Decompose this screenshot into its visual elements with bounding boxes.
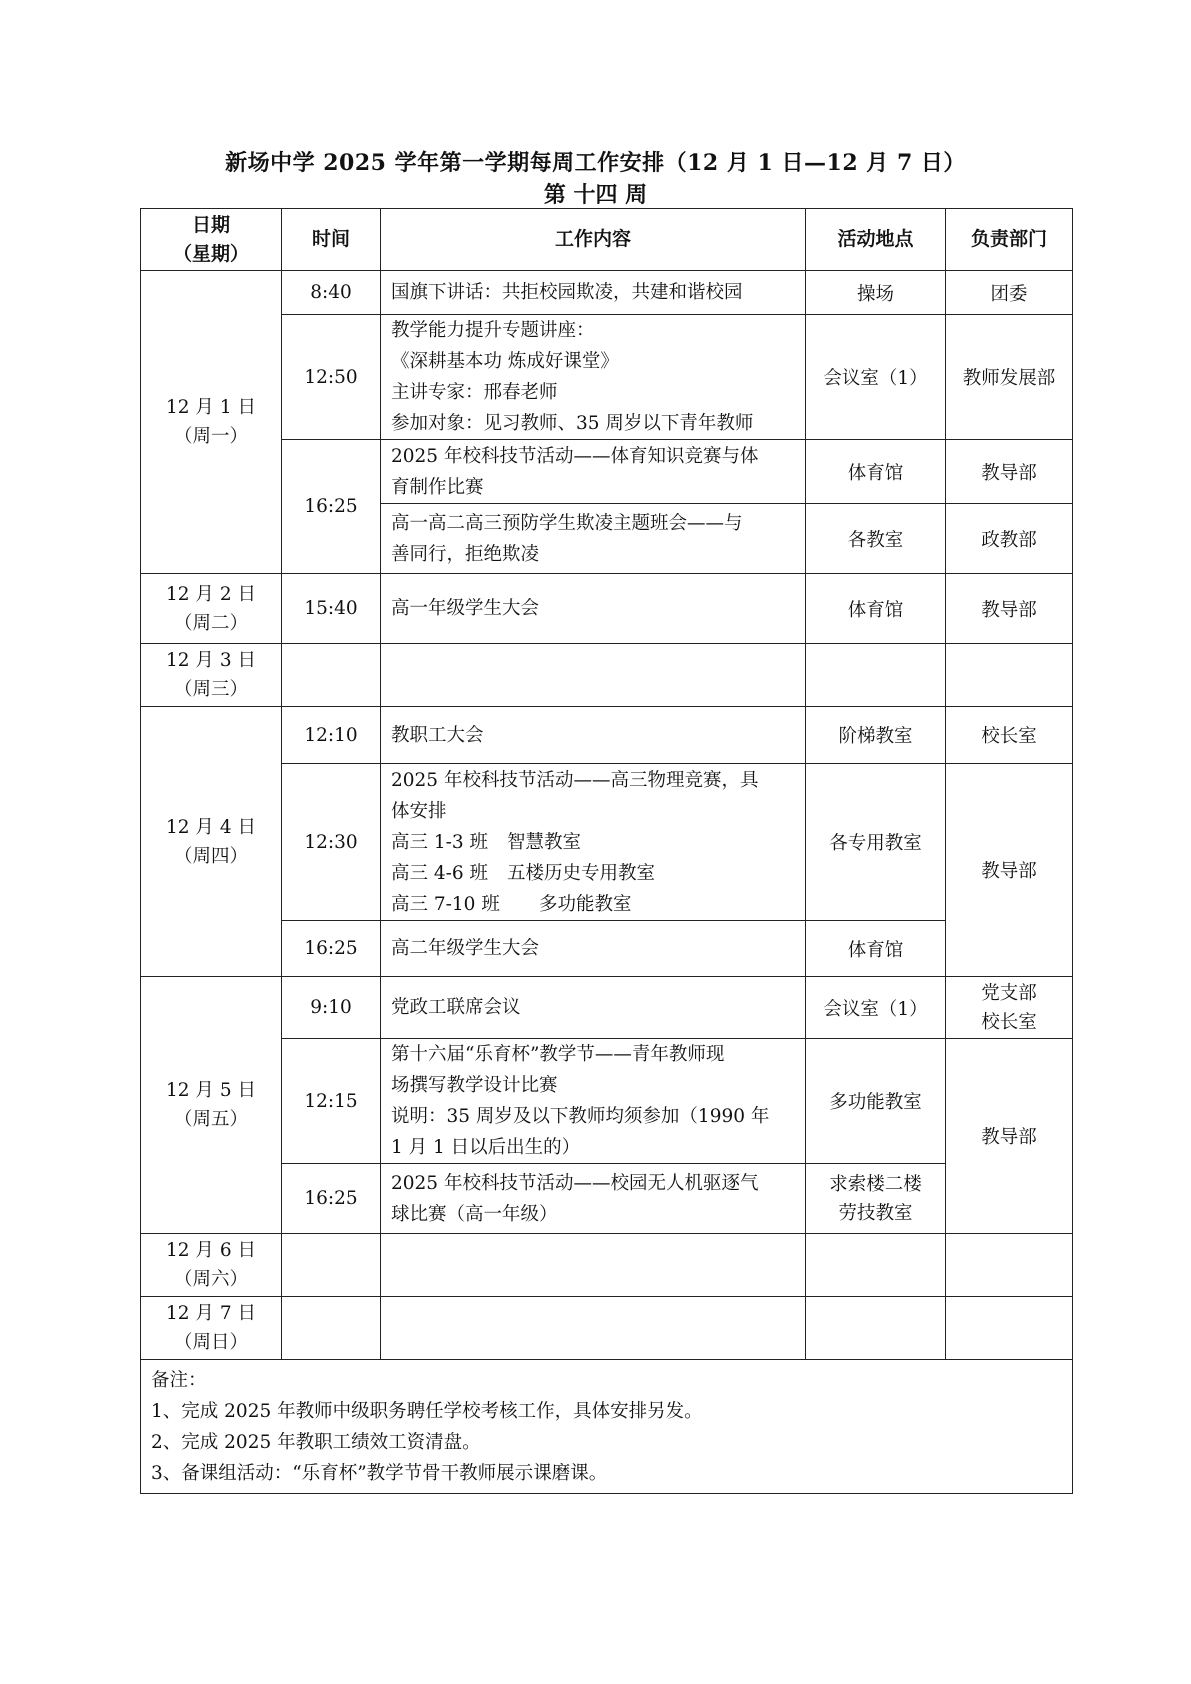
content-cell: 2025 年校科技节活动——高三物理竞赛，具 体安排 高三 1-3 班 智慧教室 高三 4-6 班 五楼历史专用教室 高三 7-10 班 多功能教室 [381,764,806,921]
department-cell: 教导部 [946,574,1073,644]
date-cell-tue: 12 月 2 日 （周二） [141,574,282,644]
department-cell: 教导部 [946,1039,1073,1234]
date-cell-thu: 12 月 4 日 （周四） [141,707,282,977]
content-cell: 高一高二高三预防学生欺凌主题班会——与 善同行，拒绝欺凌 [381,504,806,574]
location-cell: 会议室（1） [806,977,946,1039]
note-item: 3、备课组活动：“乐育杯”教学节骨干教师展示课磨课。 [151,1462,608,1484]
department-cell [946,1234,1073,1297]
department-cell: 教师发展部 [946,315,1073,440]
location-cell [806,1234,946,1297]
content-cell: 高二年级学生大会 [381,921,806,977]
table-row [141,977,1073,1039]
week-label: 第 十四 周 [543,182,648,208]
department-cell: 校长室 [946,707,1073,764]
location-cell: 体育馆 [806,574,946,644]
date-cell-wed: 12 月 3 日 （周三） [141,644,282,707]
table-row [141,574,1073,644]
location-cell: 多功能教室 [806,1039,946,1164]
time-cell: 12:15 [282,1039,381,1164]
time-cell: 12:50 [282,315,381,440]
department-cell: 教导部 [946,764,1073,977]
table-row [141,644,1073,707]
department-cell: 党支部 校长室 [946,977,1073,1039]
content-cell: 第十六届“乐育杯”教学节——青年教师现 场撰写教学设计比赛 说明：35 周岁及以下教师均须参加（1990 年 1 月 1 日以后出生的） [381,1039,806,1164]
content-cell [381,1234,806,1297]
content-cell: 2025 年校科技节活动——校园无人机驱逐气 球比赛（高一年级） [381,1164,806,1234]
department-cell [946,644,1073,707]
header-department: 负责部门 [946,209,1073,271]
notes-heading: 备注： [151,1369,207,1391]
notes-row [141,1360,1073,1494]
time-cell: 16:25 [282,1164,381,1234]
schedule-table [140,208,1073,1494]
date-cell-mon: 12 月 1 日 （周一） [141,271,282,574]
location-cell: 各教室 [806,504,946,574]
time-cell: 15:40 [282,574,381,644]
time-cell: 12:30 [282,764,381,921]
note-item: 2、完成 2025 年教职工绩效工资清盘。 [151,1431,481,1453]
header-date: 日期 （星期） [141,209,282,271]
date-cell-sat: 12 月 6 日 （周六） [141,1234,282,1297]
location-cell: 各专用教室 [806,764,946,921]
department-cell: 教导部 [946,440,1073,504]
location-cell: 体育馆 [806,921,946,977]
table-row [141,707,1073,764]
time-cell [282,644,381,707]
table-row [141,1234,1073,1297]
location-cell [806,1297,946,1360]
date-cell-sun: 12 月 7 日 （周日） [141,1297,282,1360]
time-cell: 16:25 [282,440,381,574]
content-cell: 教职工大会 [381,707,806,764]
location-cell: 阶梯教室 [806,707,946,764]
department-cell [946,1297,1073,1360]
table-row [141,1297,1073,1360]
location-cell: 操场 [806,271,946,315]
date-cell-fri: 12 月 5 日 （周五） [141,977,282,1234]
content-cell: 国旗下讲话：共拒校园欺凌，共建和谐校园 [381,271,806,315]
note-item: 1、完成 2025 年教师中级职务聘任学校考核工作，具体安排另发。 [151,1400,703,1422]
location-cell: 体育馆 [806,440,946,504]
table-row [141,271,1073,315]
header-time: 时间 [282,209,381,271]
department-cell: 政教部 [946,504,1073,574]
content-cell: 教学能力提升专题讲座： 《深耕基本功 炼成好课堂》 主讲专家：邢春老师 参加对象：见习教师、35 周岁以下青年教师 [381,315,806,440]
content-cell: 2025 年校科技节活动——体育知识竞赛与体 育制作比赛 [381,440,806,504]
content-cell: 高一年级学生大会 [381,574,806,644]
notes-cell [141,1360,1073,1494]
time-cell: 12:10 [282,707,381,764]
time-cell: 9:10 [282,977,381,1039]
location-cell: 会议室（1） [806,315,946,440]
time-cell [282,1234,381,1297]
department-cell: 团委 [946,271,1073,315]
content-cell: 党政工联席会议 [381,977,806,1039]
time-cell: 16:25 [282,921,381,977]
location-cell [806,644,946,707]
time-cell [282,1297,381,1360]
time-cell: 8:40 [282,271,381,315]
content-cell [381,1297,806,1360]
location-cell: 求索楼二楼 劳技教室 [806,1164,946,1234]
document-title: 新场中学 2025 学年第一学期每周工作安排（12 月 1 日—12 月 7 日） [225,150,966,176]
header-row [141,209,1073,271]
header-content: 工作内容 [381,209,806,271]
content-cell [381,644,806,707]
header-location: 活动地点 [806,209,946,271]
